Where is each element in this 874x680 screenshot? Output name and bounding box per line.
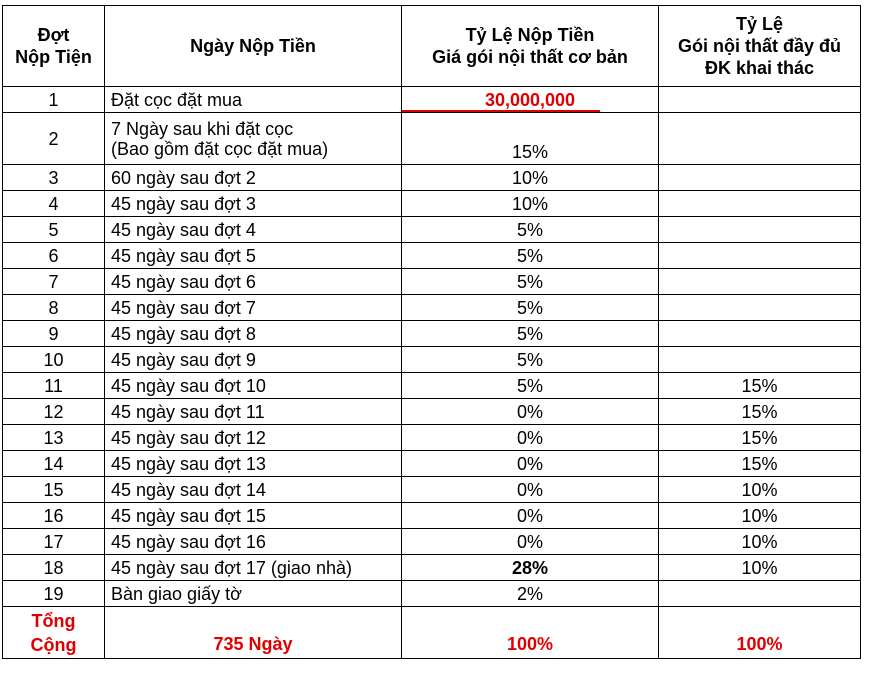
deposit-amount-value: 30,000,000	[484, 89, 576, 110]
full-rate: 15%	[659, 425, 861, 451]
basic-rate: 0%	[402, 529, 659, 555]
table-row	[3, 295, 861, 321]
payment-date: Bàn giao giấy tờ	[105, 581, 402, 607]
payment-date: 45 ngày sau đợt 16	[105, 529, 402, 555]
header-full-rate-line-2: Gói nội thất đầy đủ	[678, 36, 841, 56]
payment-date: 45 ngày sau đợt 5	[105, 243, 402, 269]
installment-number: 7	[3, 269, 105, 295]
payment-date: 45 ngày sau đợt 4	[105, 217, 402, 243]
full-rate: 15%	[659, 451, 861, 477]
installment-number: 11	[3, 373, 105, 399]
basic-rate: 28%	[402, 555, 659, 581]
basic-rate: 15%	[402, 113, 659, 165]
basic-rate: 0%	[402, 399, 659, 425]
header-row	[3, 6, 861, 87]
basic-rate: 0%	[402, 425, 659, 451]
table-row	[3, 373, 861, 399]
installment-number: 10	[3, 347, 105, 373]
full-rate	[659, 347, 861, 373]
basic-rate: 5%	[402, 373, 659, 399]
installment-number: 12	[3, 399, 105, 425]
full-rate: 10%	[659, 477, 861, 503]
full-rate	[659, 269, 861, 295]
table-row	[3, 243, 861, 269]
full-rate: 15%	[659, 373, 861, 399]
header-full-rate-line-1: Tỷ Lệ	[735, 14, 783, 34]
header-basic-rate	[402, 6, 659, 87]
total-row	[3, 607, 861, 659]
payment-date: Đặt cọc đặt mua	[105, 87, 402, 113]
payment-date: 45 ngày sau đợt 6	[105, 269, 402, 295]
header-basic-rate-line-2: Giá gói nội thất cơ bản	[432, 47, 628, 67]
basic-rate: 10%	[402, 191, 659, 217]
payment-date: 45 ngày sau đợt 11	[105, 399, 402, 425]
table-row	[3, 399, 861, 425]
payment-date: 45 ngày sau đợt 8	[105, 321, 402, 347]
full-rate: 10%	[659, 503, 861, 529]
total-basic-rate: 100%	[402, 607, 659, 659]
installment-number: 19	[3, 581, 105, 607]
full-rate	[659, 295, 861, 321]
table-row	[3, 425, 861, 451]
table-row	[3, 581, 861, 607]
header-payment-date-line-1: Ngày Nộp Tiền	[190, 36, 316, 56]
basic-rate: 2%	[402, 581, 659, 607]
payment-date: 45 ngày sau đợt 12	[105, 425, 402, 451]
table-row	[3, 87, 861, 113]
deposit-underline	[402, 110, 600, 112]
table-row	[3, 269, 861, 295]
basic-rate: 5%	[402, 321, 659, 347]
table-row	[3, 451, 861, 477]
payment-date: 45 ngày sau đợt 15	[105, 503, 402, 529]
full-rate	[659, 113, 861, 165]
payment-date	[105, 113, 402, 165]
installment-number: 17	[3, 529, 105, 555]
payment-date: 45 ngày sau đợt 7	[105, 295, 402, 321]
payment-date: 45 ngày sau đợt 14	[105, 477, 402, 503]
header-full-rate-line-3: ĐK khai thác	[704, 58, 815, 78]
full-rate: 10%	[659, 555, 861, 581]
table-row	[3, 503, 861, 529]
table-row	[3, 165, 861, 191]
basic-rate: 0%	[402, 477, 659, 503]
header-basic-rate-line-1: Tỷ Lệ Nộp Tiền	[465, 25, 595, 45]
full-rate	[659, 87, 861, 113]
total-label-line-1: Tổng	[31, 610, 76, 631]
installment-number: 8	[3, 295, 105, 321]
full-rate	[659, 321, 861, 347]
full-rate: 10%	[659, 529, 861, 555]
installment-number: 15	[3, 477, 105, 503]
payment-date: 45 ngày sau đợt 13	[105, 451, 402, 477]
installment-number: 5	[3, 217, 105, 243]
deposit-amount	[402, 87, 659, 113]
basic-rate: 5%	[402, 347, 659, 373]
installment-number: 9	[3, 321, 105, 347]
installment-number: 16	[3, 503, 105, 529]
payment-date-line-1: 7 Ngày sau khi đặt cọc	[111, 118, 294, 139]
basic-rate: 5%	[402, 217, 659, 243]
full-rate	[659, 217, 861, 243]
payment-date: 45 ngày sau đợt 9	[105, 347, 402, 373]
basic-rate: 10%	[402, 165, 659, 191]
basic-rate: 0%	[402, 451, 659, 477]
installment-number: 4	[3, 191, 105, 217]
installment-number: 3	[3, 165, 105, 191]
basic-rate: 0%	[402, 503, 659, 529]
header-installment-line-1: Đợt	[37, 25, 70, 45]
table-row	[3, 555, 861, 581]
payment-schedule-table	[2, 5, 861, 659]
table-row	[3, 191, 861, 217]
total-days: 735 Ngày	[105, 607, 402, 659]
full-rate: 15%	[659, 399, 861, 425]
total-label-line-2: Cộng	[30, 634, 77, 655]
payment-date-line-2: (Bao gồm đặt cọc đặt mua)	[111, 138, 329, 159]
header-installment-line-2: Nộp Tiện	[15, 47, 92, 67]
payment-date: 45 ngày sau đợt 10	[105, 373, 402, 399]
table-row	[3, 217, 861, 243]
table-row	[3, 477, 861, 503]
payment-date: 45 ngày sau đợt 3	[105, 191, 402, 217]
payment-date: 45 ngày sau đợt 17 (giao nhà)	[105, 555, 402, 581]
installment-number: 6	[3, 243, 105, 269]
installment-number: 13	[3, 425, 105, 451]
table-row	[3, 529, 861, 555]
full-rate	[659, 581, 861, 607]
installment-number: 18	[3, 555, 105, 581]
full-rate	[659, 243, 861, 269]
total-full-rate: 100%	[659, 607, 861, 659]
header-full-rate	[659, 6, 861, 87]
basic-rate: 5%	[402, 269, 659, 295]
header-installment	[3, 6, 105, 87]
table-row	[3, 347, 861, 373]
header-payment-date	[105, 6, 402, 87]
basic-rate: 5%	[402, 243, 659, 269]
installment-number: 14	[3, 451, 105, 477]
installment-number: 1	[3, 87, 105, 113]
table-row	[3, 321, 861, 347]
installment-number: 2	[3, 113, 105, 165]
full-rate	[659, 191, 861, 217]
total-label	[3, 607, 105, 659]
payment-date: 60 ngày sau đợt 2	[105, 165, 402, 191]
table-row	[3, 113, 861, 165]
full-rate	[659, 165, 861, 191]
basic-rate: 5%	[402, 295, 659, 321]
